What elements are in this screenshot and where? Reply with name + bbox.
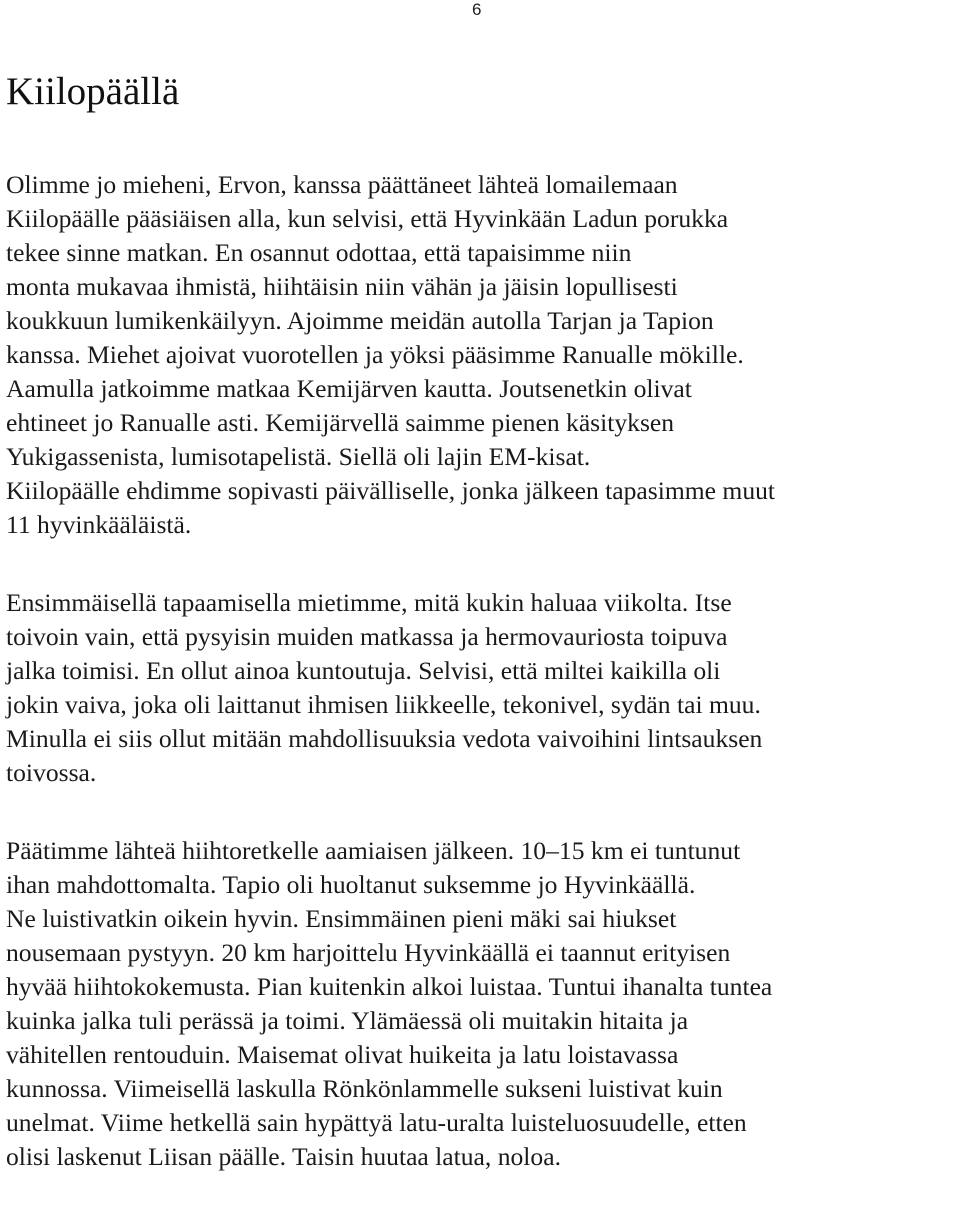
text-line: olisi laskenut Liisan päälle. Taisin huutaa latua, noloa.: [6, 1142, 561, 1171]
text-line: tekee sinne matkan. En osannut odottaa, että tapaisimme niin: [6, 238, 632, 267]
text-line: hyvää hiihtokokemusta. Pian kuitenkin alkoi luistaa. Tuntui ihanalta tuntea: [6, 972, 773, 1001]
text-line: Kiilopäälle ehdimme sopivasti päivälliselle, jonka jälkeen tapasimme muut: [6, 476, 776, 505]
text-line: Yukigassenista, lumisotapelistä. Siellä oli lajin EM-kisat.: [6, 442, 591, 471]
text-line: monta mukavaa ihmistä, hiihtäisin niin vähän ja jäisin lopullisesti: [6, 272, 678, 301]
text-line: unelmat. Viime hetkellä sain hypättyä latu-uralta luisteluosuudelle, etten: [6, 1108, 747, 1137]
text-line: Minulla ei siis ollut mitään mahdollisuuksia vedota vaivoihini lintsauksen: [6, 724, 763, 753]
text-line: koukkuun lumikenkäilyyn. Ajoimme meidän autolla Tarjan ja Tapion: [6, 306, 714, 335]
text-line: kunnossa. Viimeisellä laskulla Rönkönlammelle sukseni luistivat kuin: [6, 1074, 723, 1103]
text-line: jokin vaiva, joka oli laittanut ihmisen liikkeelle, tekonivel, sydän tai muu.: [6, 690, 761, 719]
text-line: jalka toimisi. En ollut ainoa kuntoutuja. Selvisi, että miltei kaikilla oli: [6, 656, 721, 685]
text-line: kanssa. Miehet ajoivat vuorotellen ja yöksi pääsimme Ranualle mökille.: [6, 340, 744, 369]
text-line: Ensimmäisellä tapaamisella mietimme, mitä kukin haluaa viikolta. Itse: [6, 588, 732, 617]
page-number: 6: [472, 0, 482, 19]
text-line: Aamulla jatkoimme matkaa Kemijärven kautta. Joutsenetkin olivat: [6, 374, 692, 403]
text-line: toivossa.: [6, 758, 97, 787]
page-title: Kiilopäällä: [6, 70, 180, 113]
text-line: Kiilopäälle pääsiäisen alla, kun selvisi, että Hyvinkään Ladun porukka: [6, 204, 729, 233]
text-line: Päätimme lähteä hiihtoretkelle aamiaisen jälkeen. 10–15 km ei tuntunut: [6, 836, 741, 865]
text-line: vähitellen rentouduin. Maisemat olivat huikeita ja latu loistavassa: [6, 1040, 679, 1069]
text-line: Olimme jo mieheni, Ervon, kanssa päättäneet lähteä lomailemaan: [6, 170, 678, 199]
text-line: Ne luistivatkin oikein hyvin. Ensimmäinen pieni mäki sai hiukset: [6, 904, 677, 933]
text-line: nousemaan pystyyn. 20 km harjoittelu Hyvinkäällä ei taannut erityisen: [6, 938, 731, 967]
text-line: ihan mahdottomalta. Tapio oli huoltanut suksemme jo Hyvinkäällä.: [6, 870, 696, 899]
text-line: toivoin vain, että pysyisin muiden matkassa ja hermovauriosta toipuva: [6, 622, 728, 651]
text-line: kuinka jalka tuli perässä ja toimi. Ylämäessä oli muitakin hitaita ja: [6, 1006, 689, 1035]
text-line: ehtineet jo Ranualle asti. Kemijärvellä saimme pienen käsityksen: [6, 408, 675, 437]
text-line: 11 hyvinkääläistä.: [6, 510, 192, 539]
